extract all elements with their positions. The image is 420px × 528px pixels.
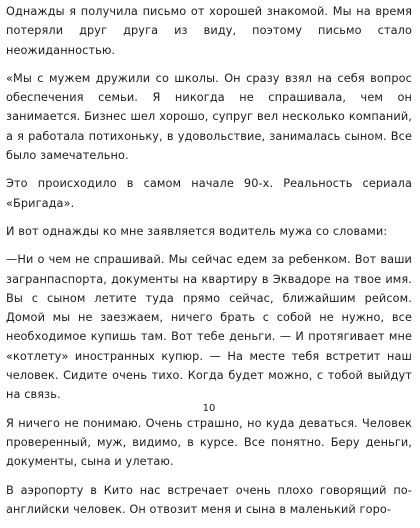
paragraph: Я ничего не понимаю. Очень страшно, но куда деваться. Человек проверенный, муж, видимо, в курсе. Все понятно. Беру деньги, документы, сына и улетаю.: [6, 416, 412, 469]
paragraph: Это происходило в самом начале 90-х. Реальность сериала «Бригада».: [6, 177, 412, 210]
paragraph: И вот однажды ко мне заявляется водитель мужа со словами:: [6, 224, 388, 238]
page-number: 10: [202, 403, 216, 414]
paragraph: «Мы с мужем дружили со школы. Он сразу взял на себя вопрос обеспечения семьи. Я никогда не спрашивала, чем он занимается. Бизнес шел хорошо, супруг вел несколько компаний, а я работала потихоньку, в удовольствие, занималась сыном. Все было замечательно.: [6, 71, 412, 163]
body-text: [6, 2, 412, 528]
paragraph: В аэропорту в Кито нас встречает очень плохо говорящий по-английски человек. Он отвозит меня и сына в маленький горо-: [6, 483, 412, 516]
paragraph: Однажды я получила письмо от хорошей знакомой. Мы на время потеряли друг друга из виду, поэтому письмо стало неожиданностью.: [6, 5, 412, 57]
paragraph: —Ни о чем не спрашивай. Мы сейчас едем за ребенком. Вот ваши загранпаспорта, документы на квартиру в Эквадоре на твое имя. Вы с сыном летите туда прямо сейчас, ближайшим рейсом. Домой мы не заезжаем, ничего брать с собой не нужно, все необходимое купишь там. Вот тебе деньги. — И протягивает мне «котлету» иностранных купюр. — На месте тебя встретит наш человек. Сидите очень тихо. Когда будет можно, с тобой выйдут на связь.: [6, 253, 412, 402]
book-page: [6, 2, 412, 516]
